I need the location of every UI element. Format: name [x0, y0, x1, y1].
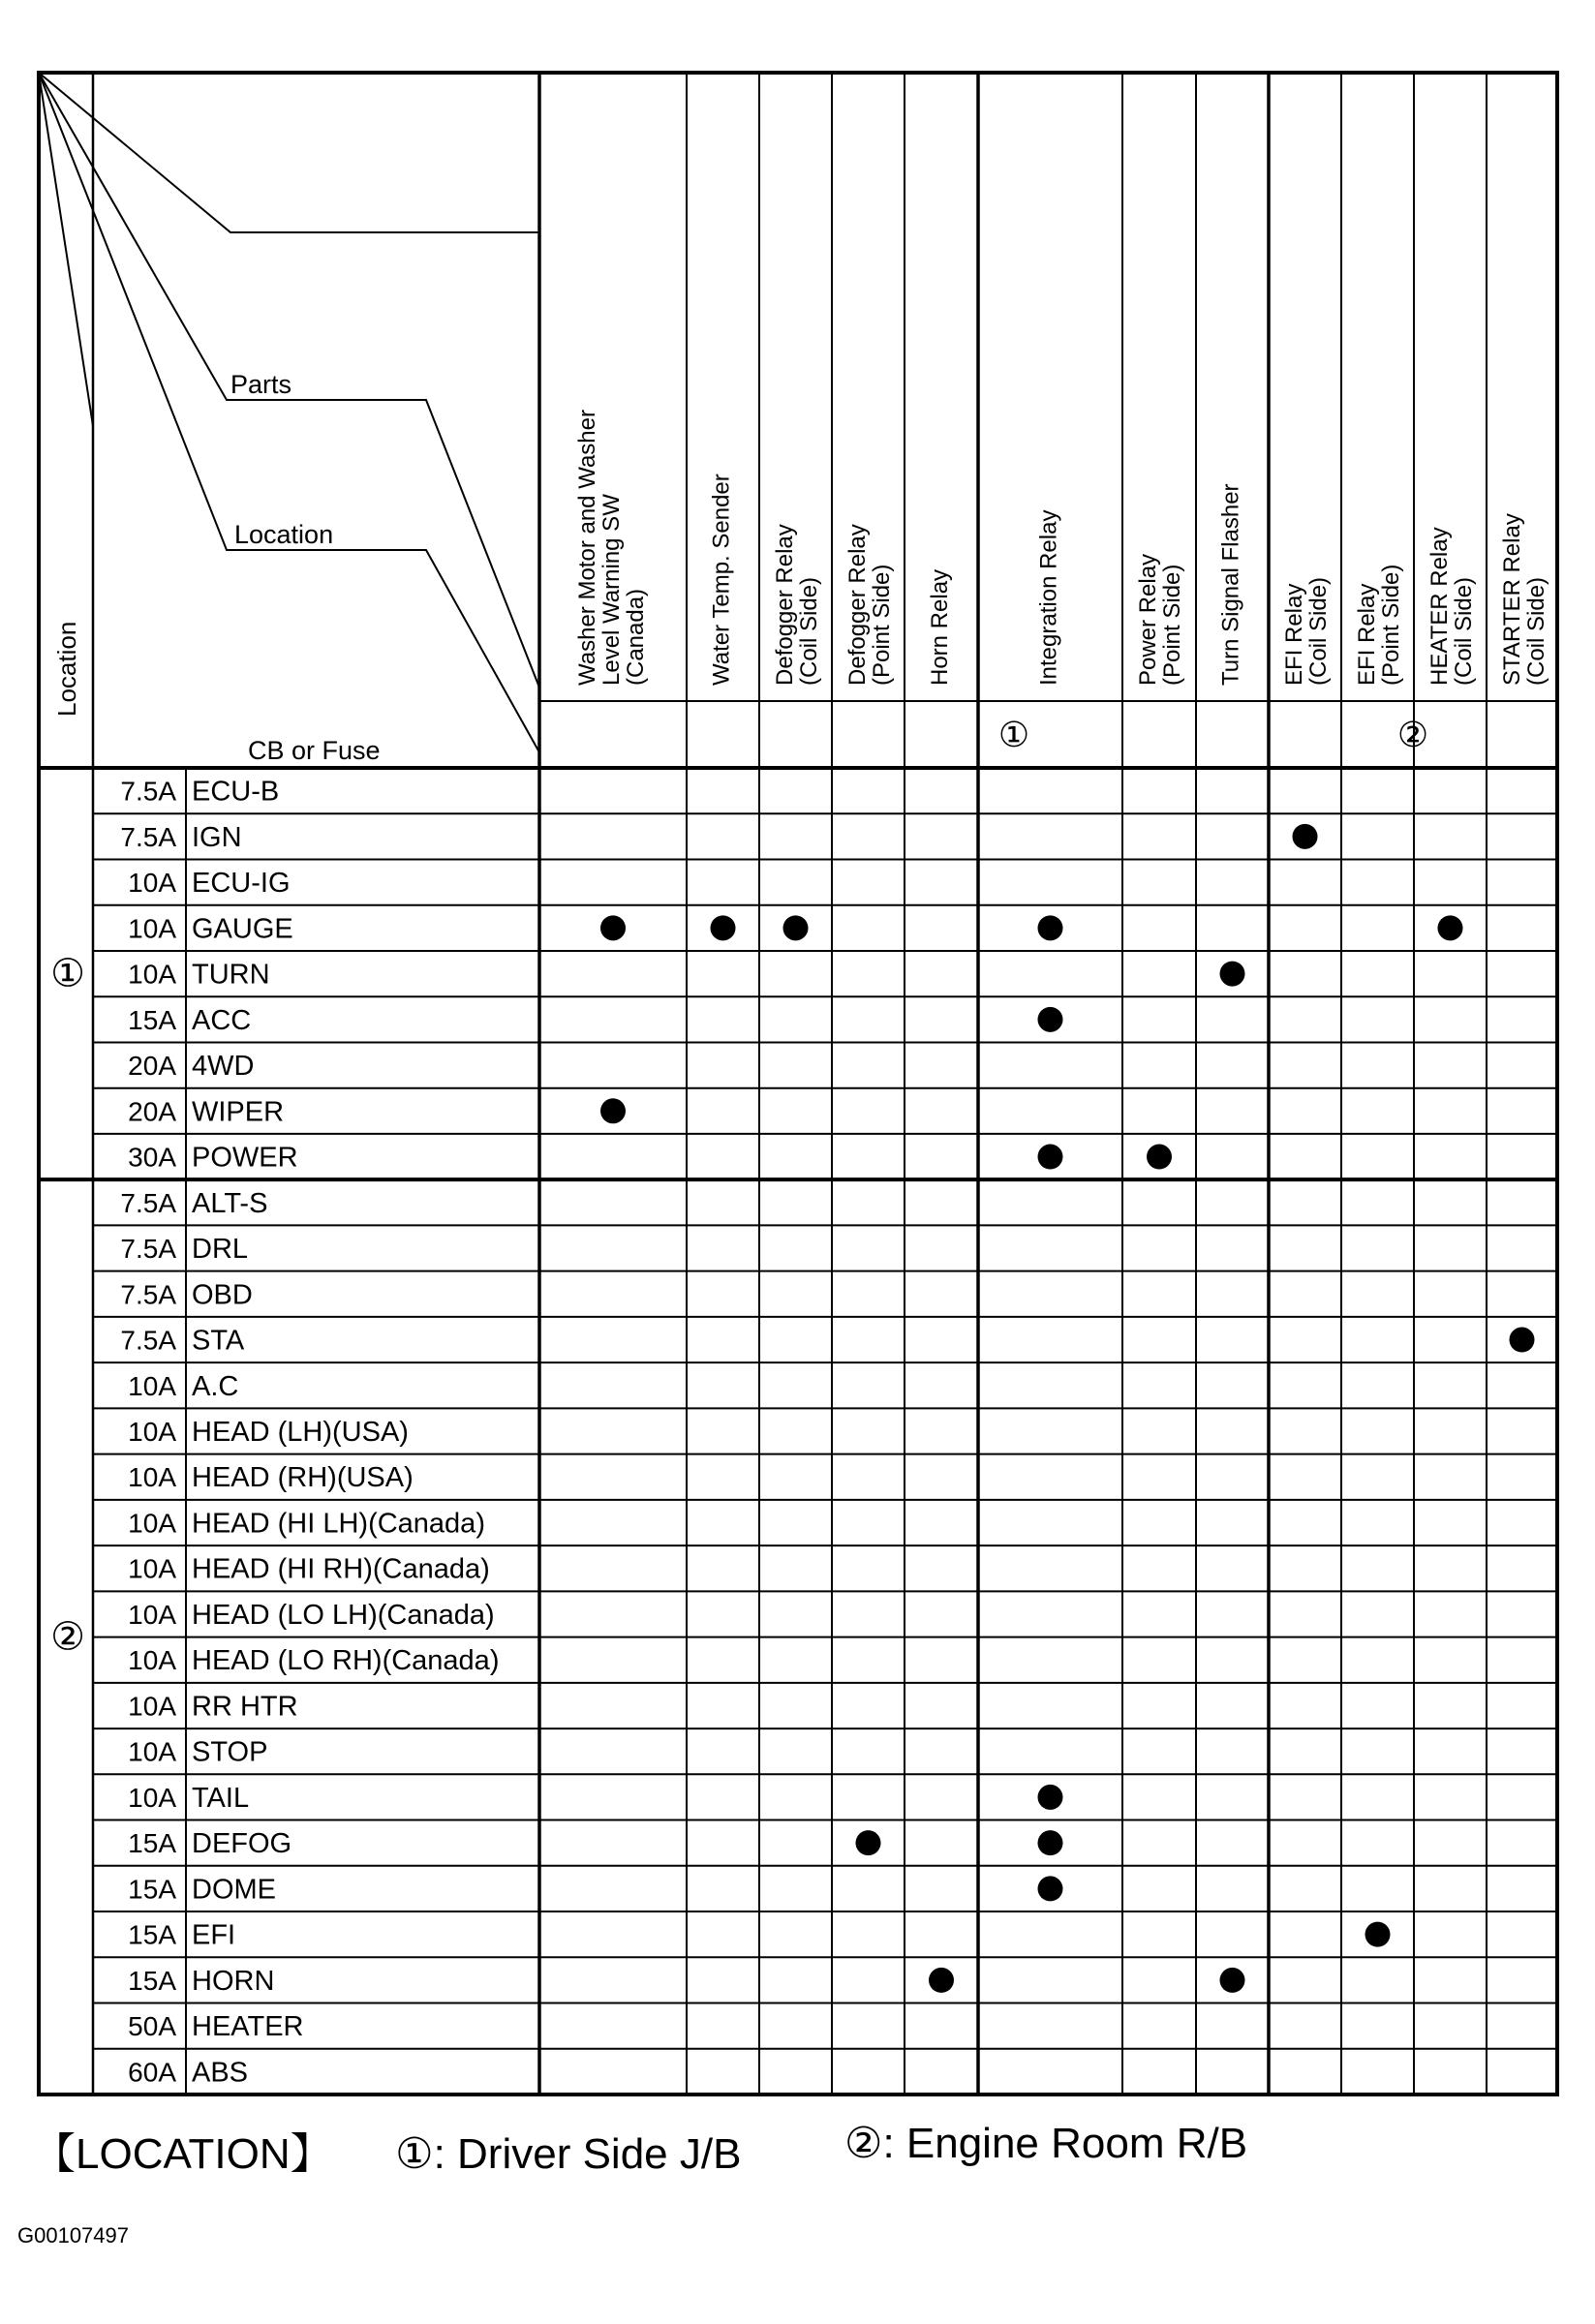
fuse-name: POWER	[192, 1142, 298, 1174]
parts-label: Parts	[230, 370, 292, 399]
connection-dot	[600, 1098, 626, 1123]
fuse-rating: 10A	[128, 1417, 176, 1447]
fuse-rating: 10A	[128, 1782, 176, 1813]
fuse-name: WIPER	[192, 1096, 285, 1128]
column-header-text: (Point Side)	[1159, 564, 1185, 686]
fuse-name: TURN	[192, 959, 270, 991]
diagonal-line-location	[39, 73, 539, 752]
connection-dot	[1438, 915, 1463, 940]
fuse-name: HORN	[192, 1965, 275, 1997]
connection-dot	[1365, 1922, 1391, 1947]
fuse-name: ALT-S	[192, 1187, 268, 1219]
column-header-text: Washer Motor and Washer	[574, 410, 600, 686]
fuse-rating: 15A	[128, 1004, 176, 1035]
fuse-name: STOP	[192, 1736, 268, 1768]
legend-item-engine-room: ②: Engine Room R/B	[844, 2120, 1248, 2167]
fuse-name: HEAD (LO LH)(Canada)	[192, 1599, 495, 1631]
column-header-text: (Coil Side)	[1451, 576, 1477, 686]
connection-dot	[1038, 1007, 1063, 1032]
fuse-rating: 10A	[128, 868, 176, 899]
column-group-label: ②	[1396, 715, 1429, 754]
location-legend	[33, 2119, 1248, 2181]
fuse-rating: 10A	[128, 1691, 176, 1722]
column-header-text: (Canada)	[623, 588, 649, 686]
fuse-rating: 20A	[128, 1096, 176, 1127]
fuse-name: 4WD	[192, 1051, 255, 1083]
column-header-text: Defogger Relay	[772, 524, 798, 686]
fuse-rating: 7.5A	[120, 776, 176, 807]
column-header-text: (Coil Side)	[1523, 576, 1549, 686]
fuse-name: RR HTR	[192, 1691, 298, 1723]
header-diagonal	[39, 73, 539, 765]
connection-dot	[711, 915, 736, 940]
fuse-rating: 10A	[128, 1462, 176, 1493]
row-labels	[50, 777, 499, 2089]
fuse-rating: 10A	[128, 1645, 176, 1676]
fuse-rating: 7.5A	[120, 1234, 176, 1265]
fuse-rating: 10A	[128, 913, 176, 944]
diagonal-line-left	[39, 73, 93, 426]
column-header-text: Turn Signal Flasher	[1217, 483, 1244, 686]
column-header-text: Integration Relay	[1035, 509, 1062, 686]
fuse-name: HEAD (LO RH)(Canada)	[192, 1645, 500, 1677]
fuse-rating: 7.5A	[120, 1325, 176, 1356]
fuse-rating: 10A	[128, 1370, 176, 1401]
connection-dot	[1038, 1785, 1063, 1810]
column-group-label: ①	[997, 715, 1030, 754]
fuse-rating: 7.5A	[120, 821, 176, 852]
connection-dot	[1038, 1145, 1063, 1170]
connection-dot	[1147, 1145, 1172, 1170]
location-header-label: Location	[234, 520, 334, 549]
fuse-name: EFI	[192, 1919, 236, 1951]
fuse-name: HEAD (LH)(USA)	[192, 1417, 409, 1448]
fuse-rating: 15A	[128, 1919, 176, 1950]
fuse-rating: 10A	[128, 1736, 176, 1767]
fuse-name: HEATER	[192, 2011, 304, 2043]
diagonal-line-top	[39, 73, 539, 232]
connection-dot	[783, 915, 809, 940]
fuse-rating: 10A	[128, 959, 176, 990]
connection-dot	[1293, 824, 1318, 849]
column-header-text: (Coil Side)	[1305, 576, 1332, 686]
column-header-text: HEATER Relay	[1426, 527, 1453, 686]
fuse-name: STA	[192, 1325, 245, 1357]
fuse-header-label: CB or Fuse	[248, 736, 381, 765]
fuse-name: IGN	[192, 821, 242, 853]
connection-dot	[1038, 915, 1063, 940]
column-header-text: Water Temp. Sender	[708, 474, 735, 686]
fuse-name: HEAD (HI LH)(Canada)	[192, 1508, 485, 1540]
connection-dot	[856, 1830, 881, 1855]
fuse-rating: 15A	[128, 1874, 176, 1905]
column-header-text: Horn Relay	[927, 568, 953, 686]
column-headers	[574, 410, 1549, 754]
column-header-text: EFI Relay	[1281, 583, 1307, 686]
column-header-text: (Point Side)	[869, 564, 895, 686]
fuse-name: OBD	[192, 1279, 253, 1311]
fuse-rating: 30A	[128, 1142, 176, 1173]
figure-id: G00107497	[17, 2223, 129, 2248]
fuse-name: A.C	[192, 1370, 239, 1402]
column-header-text: EFI Relay	[1354, 583, 1380, 686]
column-header-text: Defogger Relay	[844, 524, 871, 686]
fuse-rating: 10A	[128, 1599, 176, 1630]
fuse-rating: 7.5A	[120, 1187, 176, 1218]
connection-dot	[600, 915, 626, 940]
fuse-name: TAIL	[192, 1782, 250, 1814]
fuse-name: GAUGE	[192, 913, 293, 945]
column-header-text: STARTER Relay	[1499, 513, 1525, 686]
fuse-name: HEAD (HI RH)(Canada)	[192, 1553, 490, 1585]
fuse-rating: 15A	[128, 1965, 176, 1996]
column-header-text: Power Relay	[1135, 553, 1161, 686]
fuse-name: HEAD (RH)(USA)	[192, 1462, 414, 1494]
fuse-name: ACC	[192, 1004, 252, 1036]
column-header-text: (Point Side)	[1378, 564, 1404, 686]
connection-dot	[1038, 1876, 1063, 1901]
fuse-rating: 60A	[128, 2057, 176, 2088]
location-axis-label: Location	[52, 621, 81, 717]
fuse-name: DOME	[192, 1874, 276, 1906]
row-group-label: ②	[50, 1615, 85, 1659]
connection-dot	[929, 1968, 954, 1993]
fuse-name: DEFOG	[192, 1828, 292, 1860]
connection-dot	[1038, 1830, 1063, 1855]
fuse-rating: 20A	[128, 1051, 176, 1082]
fuse-rating: 15A	[128, 1828, 176, 1859]
fuse-name: DRL	[192, 1234, 249, 1266]
fuse-name: ABS	[192, 2057, 249, 2089]
legend-title: 【LOCATION】	[33, 2130, 333, 2178]
legend-item-driver-side: ①: Driver Side J/B	[395, 2130, 742, 2178]
connection-dot	[1510, 1328, 1535, 1353]
fuse-rating: 7.5A	[120, 1279, 176, 1310]
column-header-text: (Coil Side)	[796, 576, 822, 686]
connection-dot	[1220, 962, 1245, 987]
fuse-name: ECU-B	[192, 776, 280, 808]
fuse-rating: 50A	[128, 2011, 176, 2042]
fuse-name: ECU-IG	[192, 868, 291, 900]
fuse-rating: 10A	[128, 1553, 176, 1584]
connection-dot	[1220, 1968, 1245, 1993]
fuse-rating: 10A	[128, 1508, 176, 1539]
row-group-label: ①	[50, 952, 85, 995]
column-header-text: Level Warning SW	[598, 494, 625, 686]
